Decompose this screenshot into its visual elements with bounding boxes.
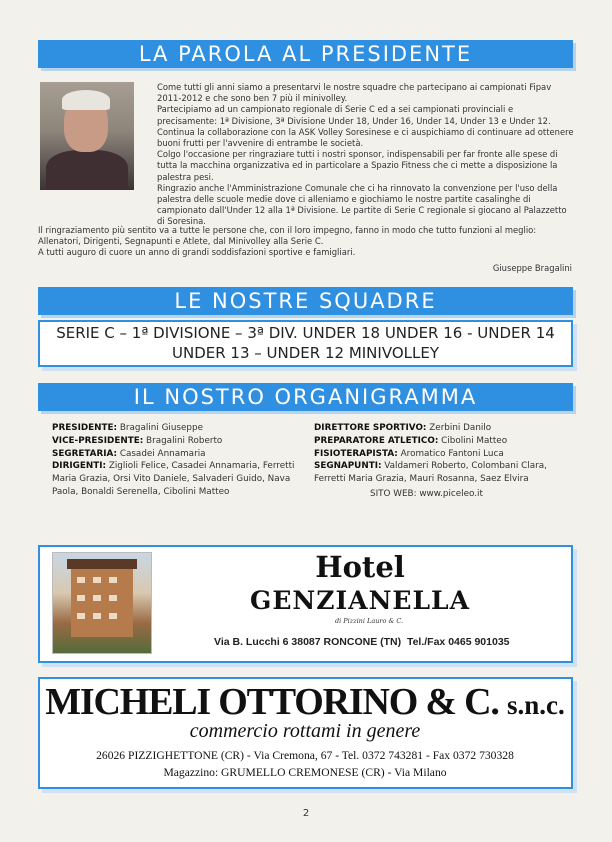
org-names: Bragalini Giuseppe — [119, 423, 203, 433]
org-role: FISIOTERAPISTA: — [314, 448, 398, 459]
org-role: VICE-PRESIDENTE: — [52, 435, 144, 446]
micheli-name: MICHELI OTTORINO & C. — [45, 681, 499, 723]
org-entry — [314, 460, 562, 486]
letter-paragraph-6: A tutti auguro di cuore un anno di grandi soddisfazioni sportive e famigliari. — [38, 247, 356, 258]
micheli-address: 26026 PIZZIGHETTONE (CR) - Via Cremona, 67 - Tel. 0372 743281 - Fax 0372 730328 — [96, 749, 514, 762]
org-entry — [52, 448, 296, 461]
organigramma-heading: IL NOSTRO ORGANIGRAMMA — [38, 383, 573, 411]
letter-paragraph-1: Come tutti gli anni siamo a presentarvi le nostre squadre che partecipano ai campionati Fipav 2011-2012 e che sono ben 7 più il minivolley. — [157, 82, 552, 104]
org-role: SEGRETARIA: — [52, 448, 118, 459]
micheli-tagline: commercio rottami in genere — [189, 720, 421, 742]
squadre-list — [40, 323, 571, 363]
org-entry — [52, 460, 296, 498]
organigramma-right-column — [314, 422, 562, 501]
org-entry — [52, 435, 296, 448]
squadre-heading: LE NOSTRE SQUADRE — [38, 287, 573, 315]
micheli-title — [38, 680, 572, 724]
page-number: 2 — [302, 808, 310, 819]
president-signature: Giuseppe Bragalini — [492, 263, 572, 273]
hotel-word: Hotel — [315, 550, 405, 584]
letter-paragraph-2: Partecipiamo ad un campionato regionale di Serie C ed a sei campionati provinciali e precisamente: 1ª Divisione, 3ª Divisione Under 18, Under 16, Under 14, Under 13 e Under 12. Continua la collaborazione con la ASK Volley Soresinese e ci auspichiamo di continuare ad ottenere buoni frutti per l'avvenire di entrambe le società. — [157, 104, 574, 149]
micheli-suffix: s.n.c. — [506, 690, 565, 720]
org-names: Casadei Annamaria — [119, 448, 206, 459]
website-link[interactable]: SITO WEB: www.piceleo.it — [370, 488, 483, 499]
org-names: Zerbini Danilo — [429, 423, 492, 433]
org-role: DIRETTORE SPORTIVO: — [314, 423, 427, 433]
org-role: DIRIGENTI: — [52, 461, 107, 472]
hotel-phone: Tel./Fax 0465 901035 — [406, 636, 510, 648]
letter-paragraph-3: Colgo l'occasione per ringraziare tutti i nostri sponsor, indispensabili per far fronte alle spese di tutta la macchina organizzativa ed in particolare a Spazio Fitness che ci mette a disposizione la palestra pesi. — [157, 149, 558, 182]
hotel-contact — [214, 636, 510, 648]
president-letter-tail — [38, 225, 575, 259]
org-names: Bragalini Roberto — [146, 435, 223, 446]
hotel-photo — [52, 552, 152, 654]
org-entry — [52, 422, 296, 435]
org-names: Ziglioli Felice, Casadei Annamaria, Ferretti Maria Grazia, Orsi Vito Daniele, Salvaderi Guido, Nava Paola, Bonaldi Serenella, Cibolini Matteo — [52, 461, 295, 497]
letter-paragraph-5: Il ringraziamento più sentito va a tutte le persone che, con il loro impegno, fanno in modo che tutto funzioni al meglio: Allenatori, Dirigenti, Segnapunti e Atlete, dal Minivolley alla Serie C. — [38, 225, 537, 247]
president-heading: LA PAROLA AL PRESIDENTE — [38, 40, 573, 68]
org-names: Valdameri Roberto, Colombani Clara, Ferretti Maria Grazia, Mauri Rosanna, Saez Elvira — [314, 461, 547, 485]
organigramma-left-column — [52, 422, 296, 499]
letter-paragraph-4: Ringrazio anche l'Amministrazione Comunale che ci ha rinnovato la convenzione per l'uso della palestra delle scuole medie dove ci alleniamo e giochiamo le nostre partite casalinghe di campionato dall'Under 12 alla 1ª Divisione. Le partite di Serie C regionale si giocano al Palazzetto di Soresina. — [157, 182, 567, 227]
micheli-warehouse: Magazzino: GRUMELLO CREMONESE (CR) - Via Milano — [163, 766, 447, 779]
org-entry — [314, 435, 562, 448]
org-role: SEGNAPUNTI: — [314, 461, 382, 472]
org-role: PREPARATORE ATLETICO: — [314, 435, 439, 446]
org-role: PRESIDENTE: — [52, 423, 118, 433]
hotel-name: GENZIANELLA — [249, 586, 471, 615]
org-names: Cibolini Matteo — [441, 435, 508, 446]
hotel-address: Via B. Lucchi 6 38087 RONCONE (TN) — [214, 636, 402, 648]
org-entry — [314, 448, 562, 461]
president-letter — [157, 82, 575, 228]
hotel-owner: di Pizzini Lauro & C. — [335, 617, 404, 625]
squadre-line-2: UNDER 13 – UNDER 12 MINIVOLLEY — [172, 344, 439, 362]
org-names: Aromatico Fantoni Luca — [400, 448, 504, 459]
squadre-line-1: SERIE C – 1ª DIVISIONE – 3ª DIV. UNDER 18 UNDER 16 - UNDER 14 — [56, 324, 555, 342]
org-entry — [314, 422, 562, 435]
president-photo — [40, 82, 134, 190]
